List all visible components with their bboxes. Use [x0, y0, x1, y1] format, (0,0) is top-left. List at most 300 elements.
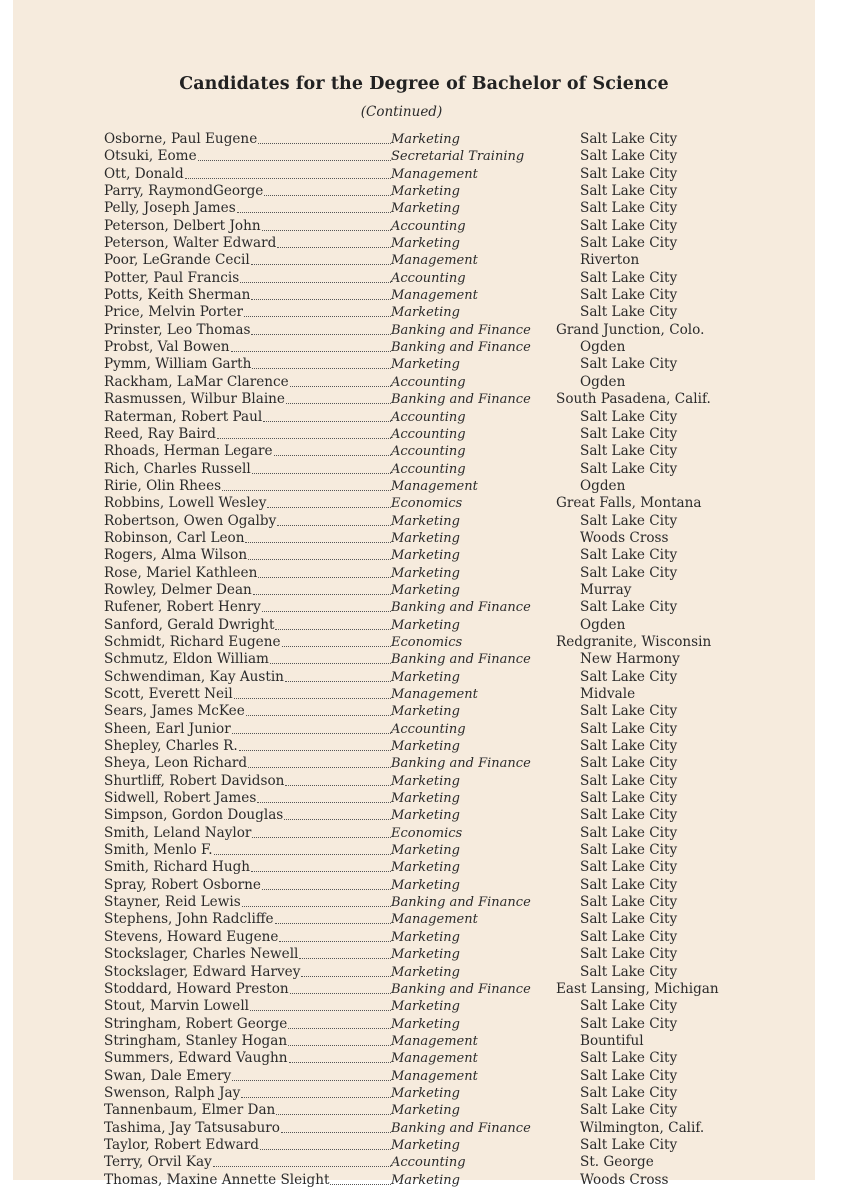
dot-leader [258, 565, 391, 578]
candidate-hometown: Salt Lake City [580, 824, 678, 841]
list-item [0, 270, 848, 287]
list-item [0, 304, 848, 321]
dot-leader [252, 356, 391, 369]
candidate-major: Management [391, 478, 478, 494]
candidate-major: Management [391, 687, 478, 702]
candidate-major: Marketing [391, 201, 460, 217]
candidate-name: Parry, RaymondGeorge [104, 183, 264, 200]
candidate-name-cell [104, 738, 391, 755]
candidate-name-cell [104, 356, 391, 373]
candidate-major: Marketing [391, 791, 460, 807]
candidate-name-cell [104, 651, 391, 668]
list-item [0, 964, 848, 981]
candidate-name: Tannenbaum, Elmer Dan [104, 1102, 276, 1119]
list-item [0, 322, 848, 339]
candidate-name-cell [104, 686, 391, 703]
candidate-hometown: Grand Junction, Colo. [556, 321, 705, 338]
candidate-hometown: Salt Lake City [580, 668, 678, 685]
list-item [0, 426, 848, 443]
candidate-hometown: Salt Lake City [580, 200, 678, 217]
list-item [0, 1068, 848, 1085]
candidate-name-cell [104, 877, 391, 894]
candidate-name-cell [104, 842, 391, 859]
candidate-name-cell [104, 1016, 391, 1033]
candidate-major: Marketing [391, 617, 460, 633]
candidate-hometown: Woods Cross [580, 529, 669, 546]
candidate-name: Thomas, Maxine Annette Sleight [104, 1171, 330, 1188]
list-item [0, 617, 848, 634]
list-item [0, 738, 848, 755]
candidate-major: Management [391, 912, 478, 928]
candidate-name: Shurtliff, Robert Davidson [104, 772, 285, 789]
dot-leader [252, 461, 391, 474]
candidate-major: Economics [391, 634, 463, 650]
candidate-hometown: Salt Lake City [580, 720, 678, 737]
candidate-name-cell [104, 755, 391, 772]
candidate-hometown: Salt Lake City [580, 183, 678, 200]
candidate-name-cell [104, 391, 391, 408]
candidate-name-cell [104, 495, 391, 512]
candidate-name: Osborne, Paul Eugene [104, 131, 258, 147]
dot-leader [251, 322, 391, 335]
candidate-name: Robbins, Lowell Wesley [104, 495, 267, 512]
candidate-major: Banking and Finance [391, 895, 531, 911]
candidate-major: Accounting [391, 218, 466, 234]
candidate-name-cell [104, 166, 391, 183]
list-item [0, 582, 848, 599]
candidate-name-cell [104, 1154, 391, 1171]
candidate-name-cell [104, 1033, 391, 1050]
candidate-name-cell [104, 322, 391, 339]
list-item [0, 530, 848, 547]
dot-leader [288, 1016, 391, 1029]
candidate-hometown: Salt Lake City [580, 1084, 678, 1101]
candidate-name: Rich, Charles Russell [104, 460, 251, 477]
candidate-name: Potts, Keith Sherman [104, 287, 251, 304]
candidate-hometown: Salt Lake City [580, 859, 678, 876]
candidate-name-cell [104, 1050, 391, 1067]
candidate-name: Smith, Richard Hugh [104, 859, 251, 876]
list-item [0, 634, 848, 651]
dot-leader [245, 530, 391, 543]
dot-leader [251, 252, 391, 265]
candidate-hometown: Salt Lake City [580, 131, 678, 147]
candidate-name: Stephens, John Radcliffe [104, 911, 274, 928]
list-item [0, 166, 848, 183]
list-item [0, 1050, 848, 1067]
candidate-name: Ott, Donald [104, 165, 184, 182]
candidate-major: Marketing [391, 357, 460, 373]
dot-leader [240, 270, 391, 283]
candidate-hometown: Salt Lake City [580, 876, 678, 893]
candidate-major: Marketing [391, 548, 460, 564]
candidate-name: Probst, Val Bowen [104, 339, 230, 356]
candidate-major: Accounting [391, 444, 466, 460]
list-item [0, 148, 848, 165]
list-item [0, 478, 848, 495]
candidate-name: Price, Melvin Porter [104, 304, 243, 321]
candidate-major: Marketing [391, 1172, 460, 1188]
candidate-name: Ririe, Olin Rhees [104, 477, 222, 494]
candidate-name-cell [104, 981, 391, 998]
candidate-hometown: Riverton [580, 252, 640, 269]
dot-leader [258, 131, 391, 144]
candidate-major: Marketing [391, 929, 460, 945]
candidate-name-cell [104, 617, 391, 634]
candidate-major: Secretarial Training [391, 149, 525, 165]
candidate-name: Stockslager, Charles Newell [104, 946, 299, 963]
candidate-name-cell [104, 183, 391, 200]
candidate-hometown: Salt Lake City [580, 894, 678, 911]
candidate-major: Marketing [391, 808, 460, 824]
candidate-name-cell [104, 530, 391, 547]
candidate-hometown: Salt Lake City [580, 1067, 678, 1084]
dot-leader [251, 287, 391, 300]
candidate-hometown: Salt Lake City [580, 842, 678, 859]
candidate-name: Rasmussen, Wilbur Blaine [104, 391, 285, 408]
candidate-name: Spray, Robert Osborne [104, 876, 261, 893]
dot-leader [275, 911, 391, 924]
list-item [0, 842, 848, 859]
candidate-hometown: Salt Lake City [580, 512, 678, 529]
candidate-hometown: Salt Lake City [580, 235, 678, 252]
list-item [0, 755, 848, 772]
list-item [0, 391, 848, 408]
candidate-hometown: Salt Lake City [580, 217, 678, 234]
candidate-hometown: Salt Lake City [580, 269, 678, 286]
candidate-name-cell [104, 721, 391, 738]
list-item [0, 790, 848, 807]
candidate-name: Peterson, Walter Edward [104, 235, 277, 252]
candidate-major: Banking and Finance [391, 392, 531, 408]
list-item [0, 565, 848, 582]
candidate-name-cell [104, 773, 391, 790]
list-item [0, 443, 848, 460]
dot-leader [244, 304, 391, 317]
list-item [0, 599, 848, 616]
candidate-name-cell [104, 218, 391, 235]
list-item [0, 461, 848, 478]
list-item [0, 252, 848, 269]
candidate-major: Management [391, 1068, 478, 1084]
candidate-major: Accounting [391, 426, 466, 442]
candidate-name: Summers, Edward Vaughn [104, 1050, 288, 1067]
dot-leader [282, 634, 391, 647]
list-item [0, 183, 848, 200]
dot-leader [264, 183, 391, 196]
candidate-hometown: Salt Lake City [580, 772, 678, 789]
dot-leader [263, 409, 391, 422]
candidate-name: Prinster, Leo Thomas [104, 321, 251, 338]
candidate-hometown: Salt Lake City [580, 998, 678, 1015]
list-item [0, 894, 848, 911]
candidate-name: Pymm, William Garth [104, 356, 252, 373]
dot-leader [289, 1050, 391, 1063]
list-item [0, 825, 848, 842]
list-item [0, 287, 848, 304]
candidate-name-cell [104, 582, 391, 599]
candidate-name-cell [104, 1120, 391, 1137]
list-item [0, 547, 848, 564]
candidate-major: Marketing [391, 1085, 460, 1101]
dot-leader [241, 1085, 391, 1098]
list-item [0, 807, 848, 824]
candidate-name: Simpson, Gordon Douglas [104, 807, 284, 824]
candidate-major: Marketing [391, 773, 460, 789]
candidate-hometown: Salt Lake City [580, 287, 678, 304]
candidate-name-cell [104, 426, 391, 443]
candidate-name-cell [104, 461, 391, 478]
candidate-name: Schwendiman, Kay Austin [104, 668, 284, 685]
candidate-name: Sears, James McKee [104, 703, 245, 720]
list-item [0, 877, 848, 894]
list-item [0, 1016, 848, 1033]
candidate-name-cell [104, 807, 391, 824]
candidate-name: Rackham, LaMar Clarence [104, 373, 289, 390]
candidate-name-cell [104, 703, 391, 720]
candidate-name-cell [104, 964, 391, 981]
dot-leader [267, 495, 391, 508]
list-item [0, 1154, 848, 1171]
dot-leader [232, 721, 391, 734]
candidate-hometown: Salt Lake City [580, 356, 678, 373]
list-item [0, 513, 848, 530]
candidate-major: Management [391, 1051, 478, 1067]
candidate-name: Sheya, Leon Richard [104, 755, 248, 772]
list-item [0, 946, 848, 963]
candidate-major: Marketing [391, 132, 460, 147]
candidate-major: Banking and Finance [391, 1120, 531, 1136]
candidate-hometown: Salt Lake City [580, 425, 678, 442]
candidate-name-cell [104, 634, 391, 651]
candidate-name: Sheen, Earl Junior [104, 720, 231, 737]
candidate-major: Accounting [391, 461, 466, 477]
candidate-name: Stout, Marvin Lowell [104, 998, 250, 1015]
candidate-major: Accounting [391, 721, 466, 737]
list-item [0, 929, 848, 946]
candidate-hometown: Salt Lake City [580, 564, 678, 581]
list-item [0, 495, 848, 512]
list-item [0, 773, 848, 790]
candidate-name-cell [104, 1102, 391, 1119]
dot-leader [301, 964, 391, 977]
candidate-name-cell [104, 825, 391, 842]
dot-leader [237, 200, 391, 213]
dot-leader [253, 582, 391, 595]
candidate-name: Peterson, Delbert John [104, 217, 261, 234]
candidate-name: Stoddard, Howard Preston [104, 980, 289, 997]
candidate-major: Marketing [391, 184, 460, 200]
candidate-major: Management [391, 1033, 478, 1049]
candidate-name-cell [104, 929, 391, 946]
candidate-name: Schmidt, Richard Eugene [104, 633, 281, 650]
candidate-major: Marketing [391, 669, 460, 685]
candidate-hometown: Salt Lake City [580, 599, 678, 616]
dot-leader [330, 1172, 391, 1185]
candidate-hometown: Salt Lake City [580, 911, 678, 928]
candidate-name-cell [104, 1068, 391, 1085]
candidate-major: Economics [391, 825, 463, 841]
list-item [0, 374, 848, 391]
candidate-name-cell [104, 131, 391, 148]
candidate-major: Marketing [391, 999, 460, 1015]
dot-leader [222, 478, 391, 491]
candidate-name: Tashima, Jay Tatsusaburo [104, 1119, 280, 1136]
candidate-name: Rowley, Delmer Dean [104, 581, 252, 598]
candidate-name: Stayner, Reid Lewis [104, 894, 241, 911]
candidate-name-cell [104, 894, 391, 911]
candidate-name: Stevens, Howard Eugene [104, 928, 279, 945]
candidate-name: Potter, Paul Francis [104, 269, 240, 286]
candidate-name-cell [104, 669, 391, 686]
candidate-name-cell [104, 998, 391, 1015]
dot-leader [274, 443, 392, 456]
candidate-name: Pelly, Joseph James [104, 200, 236, 217]
candidate-major: Banking and Finance [391, 322, 531, 338]
candidate-name: Otsuki, Eome [104, 148, 197, 165]
dot-leader [277, 513, 391, 526]
candidate-major: Marketing [391, 1016, 460, 1032]
dot-leader [262, 218, 391, 231]
candidate-hometown: Salt Lake City [580, 807, 678, 824]
dot-leader [286, 391, 391, 404]
list-item [0, 1033, 848, 1050]
candidate-name: Rose, Mariel Kathleen [104, 564, 258, 581]
candidate-name: Poor, LeGrande Cecil [104, 252, 250, 269]
candidate-major: Marketing [391, 1137, 460, 1153]
list-item [0, 339, 848, 356]
dot-leader [290, 374, 391, 387]
candidate-hometown: Salt Lake City [580, 460, 678, 477]
candidate-hometown: Salt Lake City [580, 443, 678, 460]
candidate-hometown: Ogden [580, 616, 626, 633]
candidate-hometown: South Pasadena, Calif. [556, 391, 711, 408]
list-item [0, 998, 848, 1015]
candidate-name: Stringham, Stanley Hogan [104, 1032, 288, 1049]
candidate-name-cell [104, 565, 391, 582]
candidate-major: Marketing [391, 530, 460, 546]
candidate-major: Marketing [391, 843, 460, 859]
dot-leader [288, 1033, 391, 1046]
candidate-name: Rogers, Alma Wilson [104, 547, 248, 564]
candidate-major: Banking and Finance [391, 756, 531, 772]
candidate-hometown: Great Falls, Montana [556, 495, 702, 512]
candidate-name-cell [104, 513, 391, 530]
candidate-name-cell [104, 547, 391, 564]
candidate-name-cell [104, 148, 391, 165]
dot-leader [284, 807, 391, 820]
candidate-name-cell [104, 911, 391, 928]
dot-leader [290, 981, 391, 994]
candidate-name: Stockslager, Edward Harvey [104, 963, 301, 980]
dot-leader [213, 1154, 391, 1167]
candidate-major: Marketing [391, 739, 460, 755]
candidate-major: Marketing [391, 877, 460, 893]
dot-leader [217, 426, 391, 439]
list-item [0, 911, 848, 928]
list-item [0, 651, 848, 668]
dot-leader [257, 790, 391, 803]
dot-leader [234, 686, 391, 699]
candidate-name-cell [104, 1085, 391, 1102]
candidate-name-cell [104, 1172, 391, 1189]
candidate-hometown: Salt Lake City [580, 790, 678, 807]
candidate-hometown: Salt Lake City [580, 1102, 678, 1119]
candidate-hometown: Salt Lake City [580, 1050, 678, 1067]
candidate-name-cell [104, 304, 391, 321]
dot-leader [239, 738, 391, 751]
candidate-name: Taylor, Robert Edward [104, 1136, 259, 1153]
list-item [0, 1085, 848, 1102]
candidate-major: Marketing [391, 1103, 460, 1119]
candidate-name: Smith, Leland Naylor [104, 824, 252, 841]
candidate-name: Rhoads, Herman Legare [104, 443, 273, 460]
candidate-name-cell [104, 339, 391, 356]
dot-leader [252, 825, 391, 838]
candidate-major: Marketing [391, 565, 460, 581]
candidate-major: Accounting [391, 409, 466, 425]
dot-leader [248, 547, 391, 560]
candidate-hometown: Salt Lake City [580, 165, 678, 182]
candidate-name: Sidwell, Robert James [104, 790, 257, 807]
candidate-hometown: Salt Lake City [580, 304, 678, 321]
candidate-hometown: Salt Lake City [580, 148, 678, 165]
candidate-major: Banking and Finance [391, 340, 531, 356]
candidate-hometown: Ogden [580, 477, 626, 494]
dot-leader [279, 929, 391, 942]
dot-leader [246, 703, 391, 716]
list-item [0, 218, 848, 235]
list-item [0, 200, 848, 217]
list-item [0, 686, 848, 703]
candidate-hometown: Murray [580, 581, 632, 598]
candidate-hometown: Wilmington, Calif. [580, 1119, 705, 1136]
candidate-name: Schmutz, Eldon William [104, 651, 269, 668]
candidate-major: Accounting [391, 374, 466, 390]
candidate-name-cell [104, 946, 391, 963]
candidate-hometown: Woods Cross [580, 1171, 669, 1188]
candidate-name: Sanford, Gerald Dwright [104, 616, 275, 633]
candidate-hometown: Salt Lake City [580, 738, 678, 755]
candidate-hometown: Bountiful [580, 1032, 644, 1049]
dot-leader [260, 1137, 391, 1150]
candidate-name: Swenson, Ralph Jay [104, 1084, 241, 1101]
candidate-hometown: Salt Lake City [580, 928, 678, 945]
candidate-name-cell [104, 443, 391, 460]
candidate-hometown: Midvale [580, 686, 636, 702]
candidate-name-cell [104, 252, 391, 269]
candidate-name-cell [104, 478, 391, 495]
list-item [0, 859, 848, 876]
dot-leader [198, 148, 391, 161]
candidate-major: Marketing [391, 860, 460, 876]
candidate-name-cell [104, 235, 391, 252]
candidate-major: Marketing [391, 964, 460, 980]
candidate-hometown: Salt Lake City [580, 946, 678, 963]
dot-leader [285, 669, 391, 682]
candidate-major: Management [391, 166, 478, 182]
candidate-hometown: Salt Lake City [580, 755, 678, 772]
candidate-name: Robinson, Carl Leon [104, 529, 245, 546]
candidate-major: Marketing [391, 582, 460, 598]
candidate-major: Marketing [391, 513, 460, 529]
dot-leader [262, 599, 391, 612]
candidate-hometown: Ogden [580, 339, 626, 356]
candidate-major: Accounting [391, 1155, 466, 1171]
candidate-name-cell [104, 374, 391, 391]
candidate-name: Robertson, Owen Ogalby [104, 512, 277, 529]
candidate-name: Scott, Everett Neil [104, 686, 233, 702]
